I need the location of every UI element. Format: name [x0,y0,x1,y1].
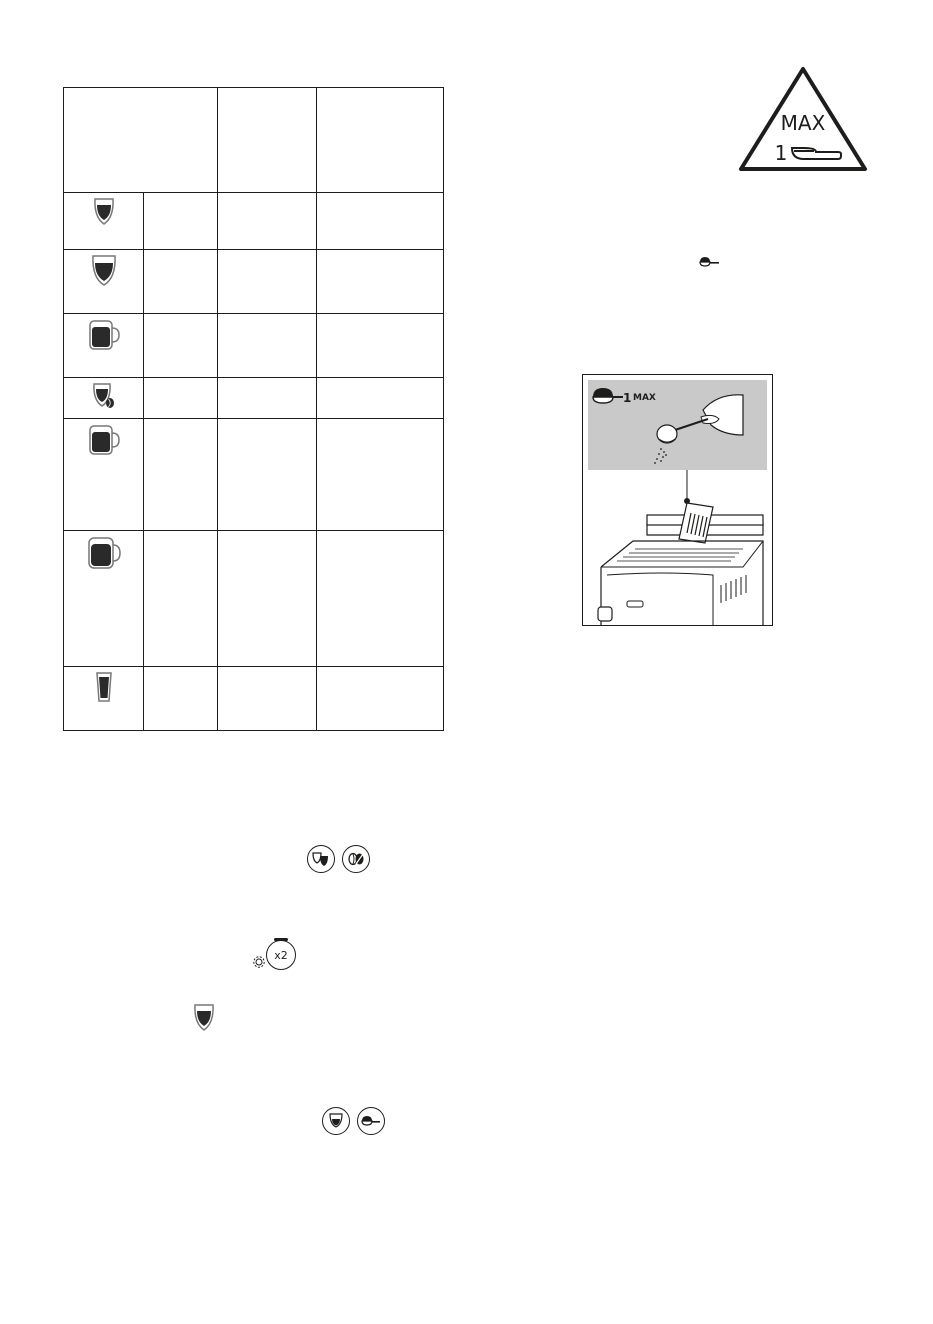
double-espresso-cup-icon [91,254,117,288]
header-cell [64,88,218,193]
row-icon-cell [64,250,144,314]
x2-label: x2 [274,948,288,962]
table-row [64,419,444,531]
espresso-cup-icon [93,197,115,227]
scoop-icon [699,253,721,272]
qty-text: 1 [774,141,788,165]
header-cell [317,88,444,193]
x2-button-icon [266,940,296,970]
cups-button-icon [307,845,335,873]
table-row [64,531,444,667]
tall-glass-icon [94,671,114,703]
header-cell [218,88,317,193]
row-icon-cell [64,667,144,731]
warning-triangle [738,66,868,176]
row-icon-cell [64,193,144,250]
ground-coffee-illustration [582,374,773,626]
indicator-light [274,938,288,941]
beans-button-icon [342,845,370,873]
beverage-table [63,87,444,731]
table-row [64,314,444,378]
row-icon-cell [64,419,144,531]
table-row [64,250,444,314]
espresso-with-bean-icon [92,382,116,410]
row-icon-cell [64,378,144,419]
scoop-quantity: 1 [623,391,632,405]
table-row [64,378,444,419]
max-text: MAX [780,111,826,135]
table-header-row [64,88,444,193]
espresso-cup-icon [193,1003,215,1037]
coffee-pot-mug-icon [86,535,122,571]
long-coffee-mug-icon [87,423,121,457]
table-row [64,667,444,731]
row-icon-cell [64,531,144,667]
table-row [64,193,444,250]
ground-coffee-button-icon [357,1107,385,1135]
row-icon-cell [64,314,144,378]
max-label: MAX [633,393,656,403]
gear-icon [252,954,266,973]
coffee-mug-icon [87,318,121,352]
espresso-button-icon [322,1107,350,1135]
